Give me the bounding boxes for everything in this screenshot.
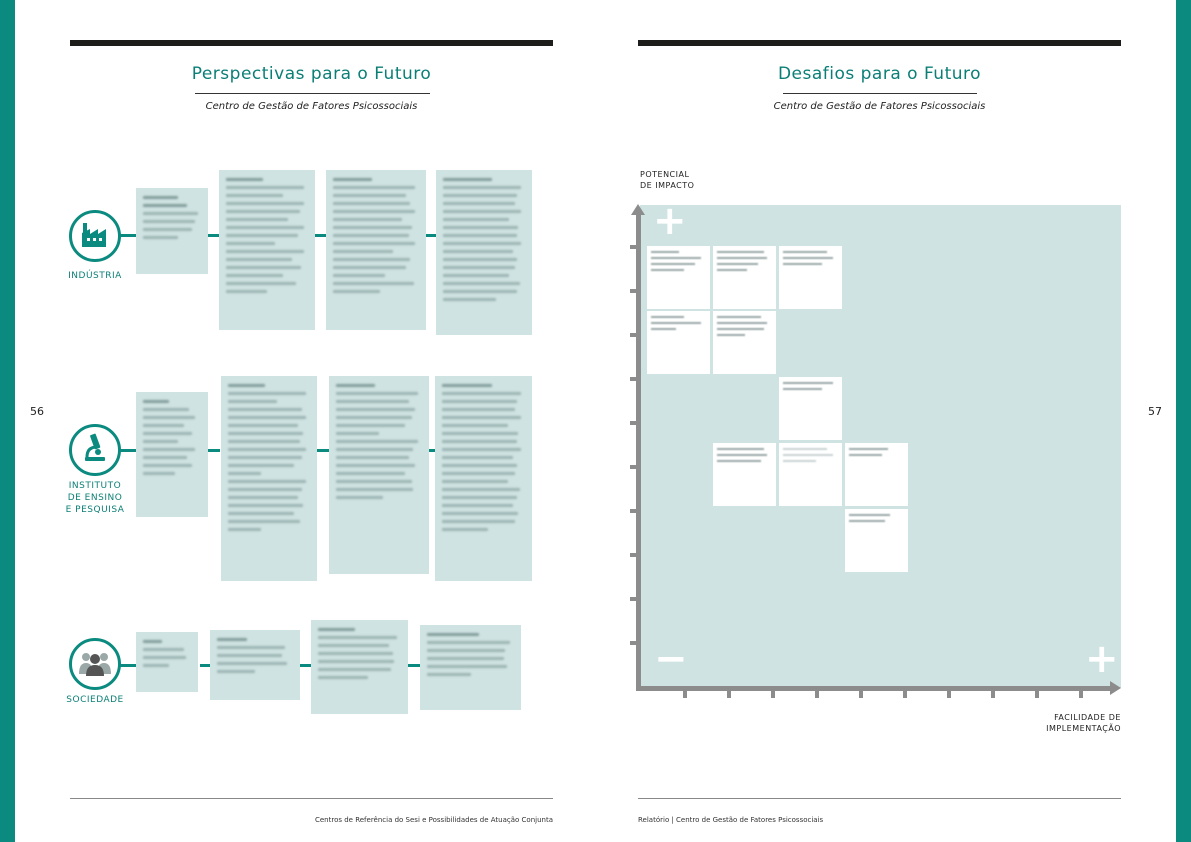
people-group-icon (78, 648, 112, 680)
connector (120, 664, 136, 667)
x-tick (947, 690, 951, 698)
y-tick (630, 597, 638, 601)
matrix-cell (713, 246, 776, 309)
plus-top-icon: + (653, 198, 687, 244)
x-axis-label-line: IMPLEMENTAÇÃO (1046, 724, 1121, 733)
info-card (136, 632, 198, 692)
sector-label-line: E PESQUISA (65, 505, 125, 515)
y-axis (636, 212, 641, 691)
x-tick (815, 690, 819, 698)
x-axis-label-line: FACILIDADE DE (1054, 713, 1121, 722)
y-tick (630, 641, 638, 645)
sector-icon-industria (69, 210, 121, 262)
sector-label-industria: INDÚSTRIA (68, 271, 122, 281)
connector (208, 449, 220, 452)
y-tick (630, 465, 638, 469)
x-tick (727, 690, 731, 698)
x-tick (1079, 690, 1083, 698)
y-axis-arrow-icon (631, 204, 645, 215)
sector-label-sociedade: SOCIEDADE (66, 695, 124, 705)
info-card (221, 376, 317, 581)
minus-origin-icon: − (654, 636, 688, 682)
x-tick (991, 690, 995, 698)
microscope-icon (81, 433, 109, 467)
sector-label-line: INSTITUTO (68, 481, 122, 491)
right-footer-text: Relatório | Centro de Gestão de Fatores Psicossociais (638, 816, 824, 824)
left-page-subtitle: Centro de Gestão de Fatores Psicossociais (205, 101, 418, 112)
connector (120, 449, 136, 452)
info-card (136, 188, 208, 274)
x-axis-label (1000, 712, 1121, 734)
y-tick (630, 553, 638, 557)
matrix-cell (713, 443, 776, 506)
right-top-bar (638, 40, 1121, 46)
info-card (435, 376, 532, 581)
sector-icon-sociedade (69, 638, 121, 690)
right-title-rule (783, 93, 977, 94)
right-page-number: 57 (1148, 405, 1162, 418)
info-card (326, 170, 426, 330)
matrix-cell (713, 311, 776, 374)
y-tick (630, 289, 638, 293)
right-edge-stripe (1176, 0, 1191, 842)
info-card (311, 620, 408, 714)
matrix-cell (647, 246, 710, 309)
right-page-subtitle: Centro de Gestão de Fatores Psicossociais (773, 101, 986, 112)
x-tick (1035, 690, 1039, 698)
matrix-cell (779, 246, 842, 309)
y-tick (630, 509, 638, 513)
x-axis-arrow-icon (1110, 681, 1121, 695)
x-tick (859, 690, 863, 698)
right-footer-rule (638, 798, 1121, 799)
left-footer-text: Centros de Referência do Sesi e Possibilidades de Atuação Conjunta (314, 816, 553, 824)
left-page-number: 56 (30, 405, 44, 418)
matrix-cell (845, 443, 908, 506)
x-tick (683, 690, 687, 698)
y-axis-label (640, 169, 694, 191)
factory-icon (80, 221, 110, 251)
right-page-title: Desafios para o Futuro (777, 64, 982, 84)
info-card (420, 625, 521, 710)
y-axis-label-line: POTENCIAL (640, 170, 690, 179)
x-axis (636, 686, 1116, 691)
matrix-cell (845, 509, 908, 572)
matrix-cell (779, 377, 842, 440)
matrix-cell (647, 311, 710, 374)
info-card (136, 392, 208, 517)
connector (408, 664, 420, 667)
left-footer-rule (70, 798, 553, 799)
matrix-cell (779, 443, 842, 506)
y-axis-label-line: DE IMPACTO (640, 181, 695, 190)
y-tick (630, 377, 638, 381)
sector-icon-instituto (69, 424, 121, 476)
connector (120, 234, 136, 237)
plus-right-icon: + (1085, 636, 1119, 682)
info-card (219, 170, 315, 330)
x-tick (903, 690, 907, 698)
info-card (210, 630, 300, 700)
sector-label-instituto (50, 480, 140, 516)
left-title-rule (195, 93, 430, 94)
left-page-title: Perspectivas para o Futuro (191, 64, 432, 84)
x-tick (771, 690, 775, 698)
y-tick (630, 421, 638, 425)
y-tick (630, 245, 638, 249)
connector (317, 449, 329, 452)
left-edge-stripe (0, 0, 15, 842)
info-card (436, 170, 532, 335)
left-top-bar (70, 40, 553, 46)
sector-label-line: DE ENSINO (67, 493, 123, 503)
info-card (329, 376, 429, 574)
y-tick (630, 333, 638, 337)
